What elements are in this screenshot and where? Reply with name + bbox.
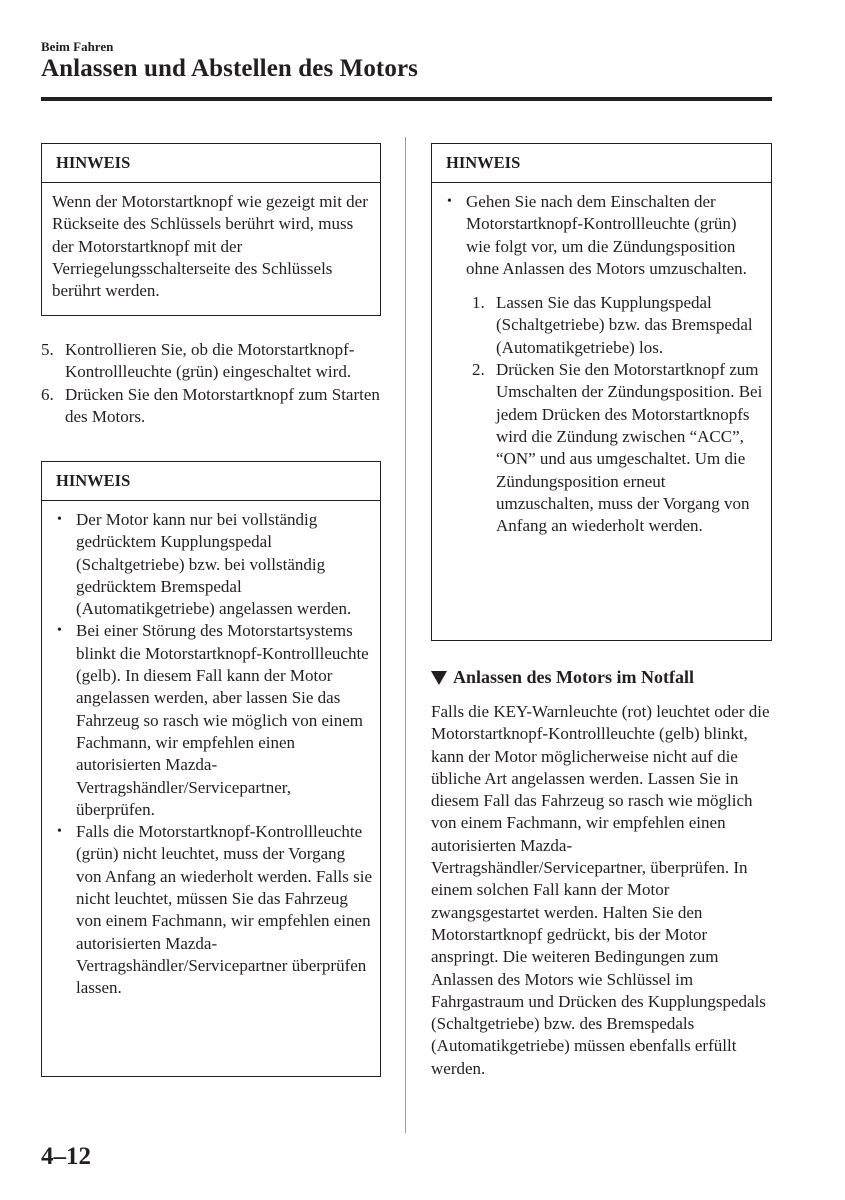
bullet-icon: • bbox=[57, 824, 62, 840]
note-heading: HINWEIS bbox=[432, 144, 771, 183]
bullet-item bbox=[56, 620, 374, 821]
bullet-text: Der Motor kann nur bei vollständig gedrücktem Kupplungspedal (Schaltgetriebe) bzw. bei vollständig gedrücktem Bremspedal (Automatikgetriebe) angelassen werden. bbox=[76, 510, 352, 619]
sub-step-item bbox=[472, 359, 765, 537]
bullet-icon: • bbox=[57, 623, 62, 639]
step-text: Drücken Sie den Motorstartknopf zum Starten des Motors. bbox=[65, 384, 380, 426]
emergency-text: Falls die KEY-Warnleuchte (rot) leuchtet oder die Motorstartknopf-Kontrollleuchte (gelb) blinkt, kann der Motor möglicherweise nicht auf die übliche Art angelassen werden. Lassen Sie in diesem Fall das Fahrzeug so rasch wie möglich von einem Fachmann, wir empfehlen einen autorisierten Mazda-Vertragshändler/Servicepartner, überprüfen. In einem solchen Fall kann der Motor zwangsgestartet werden. Halten Sie den Motorstartknopf gedrückt, bis der Motor anspringt. Die weiteren Bedingungen zum Anlassen des Motors wie Schlüssel im Fahrgastraum und Drücken des Kupplungspedals (Schaltgetriebe) bzw. des Bremspedals (Automatikgetriebe) müssen ebenfalls erfüllt werden. bbox=[431, 702, 770, 1078]
bullet-item bbox=[56, 509, 374, 620]
bullet-text: Falls die Motorstartknopf-Kontrollleuchte (grün) nicht leuchtet, muss der Vorgang von Anfang an wiederholt werden. Falls sie nicht leuchtet, müssen Sie das Fahrzeug von einem Fachmann, wir empfehlen einen autorisierten Mazda-Vertragshändler/Servicepartner überprüfen lassen. bbox=[76, 822, 373, 998]
step-item bbox=[41, 384, 386, 429]
bullet-text: Bei einer Störung des Motorstartsystems blinkt die Motorstartknopf-Kontrollleuchte (gelb). In diesem Fall kann der Motor angelassen werden, aber lassen Sie das Fahrzeug so rasch wie möglich von einem Fachmann, wir empfehlen einen autorisierten Mazda-Vertragshändler/Servicepartner, überprüfen. bbox=[76, 621, 369, 819]
page-number: 4–12 bbox=[41, 1143, 91, 1170]
note-body bbox=[432, 183, 771, 537]
bullet-icon: • bbox=[57, 512, 62, 527]
step-number: 6. bbox=[41, 384, 54, 404]
bullet-item bbox=[56, 821, 374, 999]
sub-step-text: Lassen Sie das Kupplungspedal (Schaltgetriebe) bzw. das Bremspedal (Automatikgetriebe) los. bbox=[496, 293, 753, 357]
bullet-icon: • bbox=[447, 194, 452, 209]
emergency-heading bbox=[431, 667, 694, 688]
sub-step-number: 2. bbox=[472, 360, 485, 380]
step-item bbox=[41, 339, 386, 384]
bullet-text: Gehen Sie nach dem Einschalten der Motorstartknopf-Kontrollleuchte (grün) wie folgt vor, um die Zündungsposition ohne Anlassen des Motors umzuschalten. bbox=[466, 192, 747, 278]
procedure-steps bbox=[41, 339, 386, 428]
sub-steps bbox=[466, 292, 765, 537]
note-box-start-conditions bbox=[41, 461, 381, 1077]
sub-step-text: Drücken Sie den Motorstartknopf zum Umschalten der Zündungsposition. Bei jedem Drücken des Motorstartknopfs wird die Zündung zwischen “ACC”, “ON” und aus umgeschaltet. Um die Zündungsposition erneut umzuschalten, muss der Vorgang von Anfang an wiederholt werden. bbox=[496, 360, 763, 536]
note-heading: HINWEIS bbox=[42, 144, 380, 183]
sub-step-item bbox=[472, 292, 765, 359]
note-heading: HINWEIS bbox=[42, 462, 380, 501]
note-body bbox=[42, 183, 380, 302]
column-divider bbox=[405, 137, 406, 1133]
step-number: 5. bbox=[41, 340, 54, 359]
title-rule bbox=[41, 97, 772, 101]
note-body bbox=[42, 501, 380, 1000]
note-text: Wenn der Motorstartknopf wie gezeigt mit der Rückseite des Schlüssels berührt wird, muss der Motorstartknopf mit der Verriegelungsschalterseite des Schlüssels berührt werden. bbox=[52, 192, 368, 301]
section-label: Beim Fahren bbox=[41, 39, 114, 54]
bullet-item bbox=[446, 191, 765, 537]
emergency-heading-text: Anlassen des Motors im Notfall bbox=[453, 667, 694, 687]
note-box-key-backside bbox=[41, 143, 381, 316]
note-box-ignition-switching bbox=[431, 143, 772, 641]
step-text: Kontrollieren Sie, ob die Motorstartknopf-Kontrollleuchte (grün) eingeschaltet wird. bbox=[65, 340, 355, 382]
triangle-down-icon bbox=[431, 671, 447, 685]
page-title: Anlassen und Abstellen des Motors bbox=[41, 55, 418, 82]
sub-step-number: 1. bbox=[472, 293, 485, 313]
